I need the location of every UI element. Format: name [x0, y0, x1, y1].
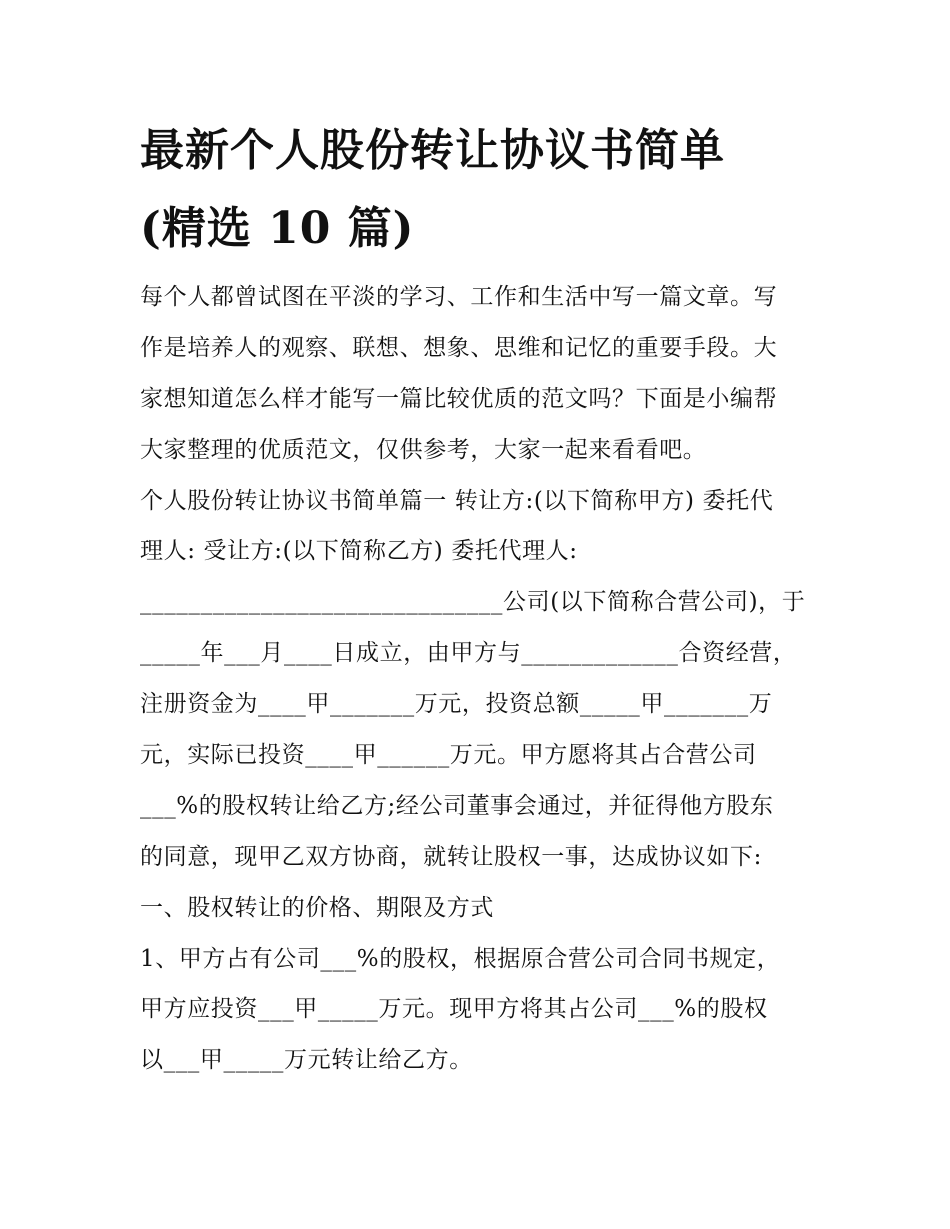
body-line: 每个人都曾试图在平淡的学习、工作和生活中写一篇文章。写 — [140, 284, 778, 310]
body-line: 以___甲_____万元转让给乙方。 — [140, 1047, 473, 1074]
body-line: ___%的股权转让给乙方;经公司董事会通过，并征得他方股东 — [140, 792, 774, 819]
body-line: ______________________________公司(以下简称合营公司)，于 — [140, 589, 806, 616]
body-line: 个人股份转让协议书简单篇一 转让方:(以下简称甲方) 委托代 — [140, 487, 774, 514]
body-line: 的同意，现甲乙双方协商，就转让股权一事，达成协议如下: — [140, 843, 762, 870]
body-line: _____年___月____日成立，由甲方与_____________合资经营， — [140, 640, 797, 667]
title-line: 最新个人股份转让协议书简单 — [140, 125, 725, 176]
body-line: 作是培养人的观察、联想、想象、思维和记忆的重要手段。大 — [140, 334, 778, 361]
body-line: 元，实际已投资____甲______万元。甲方愿将其占合营公司 — [140, 742, 757, 769]
document-title — [140, 112, 840, 268]
body-line: 家想知道怎么样才能写一篇比较优质的范文吗？下面是小编帮 — [140, 385, 778, 412]
body-line: 理人: 受让方:(以下简称乙方) 委托代理人: — [140, 538, 578, 565]
body-line: 注册资金为____甲_______万元，投资总额_____甲_______万 — [140, 691, 773, 718]
body-line: 1、甲方占有公司___%的股权，根据原合营公司合同书规定， — [140, 945, 781, 972]
section-heading: 一、股权转让的价格、期限及方式 — [140, 894, 494, 921]
title-line: (精选 10 篇) — [140, 203, 415, 254]
body-line: 甲方应投资___甲_____万元。现甲方将其占公司___%的股权 — [140, 996, 768, 1023]
body-line: 大家整理的优质范文，仅供参考，大家一起来看看吧。 — [140, 436, 707, 463]
document-body — [140, 272, 830, 1086]
